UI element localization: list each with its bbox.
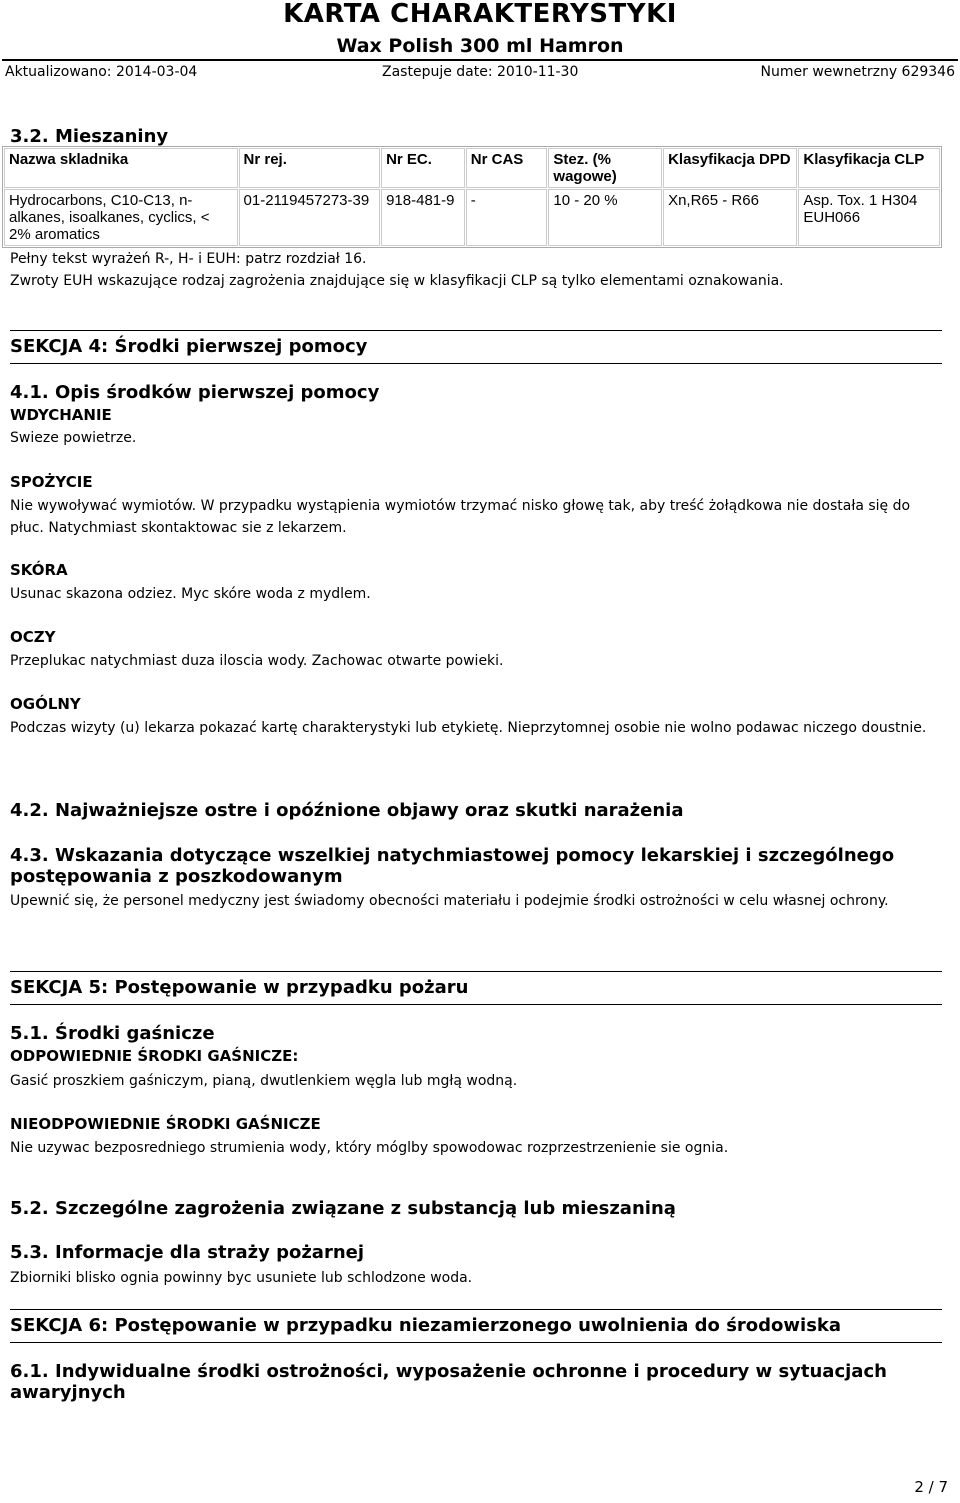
cell-clp-line1: Asp. Tox. 1 H304: [803, 192, 918, 209]
cell-clp: [798, 189, 940, 246]
skin-text: Usunac skazona odziez. Myc skóre woda z mydlem.: [10, 586, 371, 602]
ingestion-heading: SPOŻYCIE: [10, 473, 93, 491]
internal-number: Numer wewnetrzny 629346: [760, 64, 955, 80]
note-full-text: Pełny tekst wyrażeń R-, H- i EUH: patrz rozdział 16.: [10, 251, 367, 267]
heading-5-3: 5.3. Informacje dla straży pożarnej: [10, 1242, 365, 1263]
heading-5-1: 5.1. Środki gaśnicze: [10, 1023, 215, 1044]
cell-dpd: Xn,R65 - R66: [663, 189, 797, 246]
eyes-text: Przeplukac natychmiast duza iloscia wody. Zachowac otwarte powieki.: [10, 653, 504, 669]
mixture-table: [2, 146, 942, 248]
product-name: Wax Polish 300 ml Hamron: [336, 35, 624, 57]
cell-name: Hydrocarbons, C10-C13, n-alkanes, isoalkanes, cyclics, < 2% aromatics: [4, 189, 238, 246]
note-euh: Zwroty EUH wskazujące rodzaj zagrożenia znajdujące się w klasyfikacji CLP są tylko elementami oznakowania.: [10, 273, 784, 289]
section-5-header: [10, 971, 942, 1005]
section-4-header: [10, 330, 942, 364]
inhalation-text: Swieze powietrze.: [10, 430, 137, 446]
section-4-title: SEKCJA 4: Środki pierwszej pomocy: [10, 336, 368, 357]
section-5-title: SEKCJA 5: Postępowanie w przypadku pożaru: [10, 977, 469, 998]
replaces-date: Zastepuje date: 2010-11-30: [382, 64, 579, 80]
col-header-ec: Nr EC.: [381, 148, 465, 188]
heading-4-3: 4.3. Wskazania dotyczące wszelkiej natychmiastowej pomocy lekarskiej i szczególnego postępowania z poszkodowanym: [10, 845, 895, 887]
unsuitable-media-text: Nie uzywac bezposredniego strumienia wody, który móglby spowodowac rozprzestrzenienie sie ognia.: [10, 1140, 729, 1156]
col-header-reg: Nr rej.: [239, 148, 381, 188]
table-header-row: [4, 148, 940, 188]
cell-ec: 918-481-9: [381, 189, 465, 246]
cell-reg: 01-2119457273-39: [239, 189, 381, 246]
table-row: [4, 189, 940, 246]
heading-4-2: 4.2. Najważniejsze ostre i opóźnione objawy oraz skutki narażenia: [10, 800, 684, 821]
cell-conc: 10 - 20 %: [548, 189, 662, 246]
inhalation-heading: WDYCHANIE: [10, 406, 112, 424]
cell-cas: -: [466, 189, 548, 246]
skin-heading: SKÓRA: [10, 561, 68, 579]
updated-date: Aktualizowano: 2014-03-04: [5, 64, 198, 80]
col-header-name: Nazwa skladnika: [4, 148, 238, 188]
col-header-conc: Stez. (% wagowe): [548, 148, 662, 188]
suitable-media-text: Gasić proszkiem gaśniczym, pianą, dwutlenkiem węgla lub mgłą wodną.: [10, 1073, 518, 1089]
heading-3-2: 3.2. Mieszaniny: [10, 126, 169, 147]
heading-6-1: 6.1. Indywidualne środki ostrożności, wyposażenie ochronne i procedury w sytuacjach awaryjnych: [10, 1361, 887, 1403]
section-6-header: [10, 1309, 942, 1343]
unsuitable-media-heading: NIEODPOWIEDNIE ŚRODKI GAŚNICZE: [10, 1115, 321, 1133]
general-heading: OGÓLNY: [10, 695, 81, 713]
col-header-clp: Klasyfikacja CLP: [798, 148, 940, 188]
document-title: KARTA CHARAKTERYSTYKI: [283, 0, 677, 29]
header-divider: [2, 59, 958, 61]
heading-4-1: 4.1. Opis środków pierwszej pomocy: [10, 382, 380, 403]
page-number: 2 / 7: [914, 1478, 948, 1496]
text-4-3: Upewnić się, że personel medyczny jest świadomy obecności materiału i podejmie środki ostrożności w celu własnej ochrony.: [10, 893, 889, 909]
eyes-heading: OCZY: [10, 628, 56, 646]
cell-clp-line2: EUH066: [803, 209, 861, 226]
col-header-cas: Nr CAS: [466, 148, 548, 188]
suitable-media-heading: ODPOWIEDNIE ŚRODKI GAŚNICZE:: [10, 1047, 299, 1065]
heading-5-2: 5.2. Szczególne zagrożenia związane z substancją lub mieszaniną: [10, 1198, 676, 1219]
general-text: Podczas wizyty (u) lekarza pokazać kartę charakterystyki lub etykietę. Nieprzytomnej osobie nie wolno podawac niczego doustnie.: [10, 720, 927, 736]
ingestion-text: Nie wywoływać wymiotów. W przypadku wystąpienia wymiotów trzymać nisko głowę tak, aby treść żołądkowa nie dostała się do płuc. Natychmiast skontaktowac sie z lekarzem.: [10, 498, 911, 536]
section-6-title: SEKCJA 6: Postępowanie w przypadku niezamierzonego uwolnienia do środowiska: [10, 1315, 842, 1336]
text-5-3: Zbiorniki blisko ognia powinny byc usuniete lub schlodzone woda.: [10, 1270, 473, 1286]
col-header-dpd: Klasyfikacja DPD: [663, 148, 797, 188]
